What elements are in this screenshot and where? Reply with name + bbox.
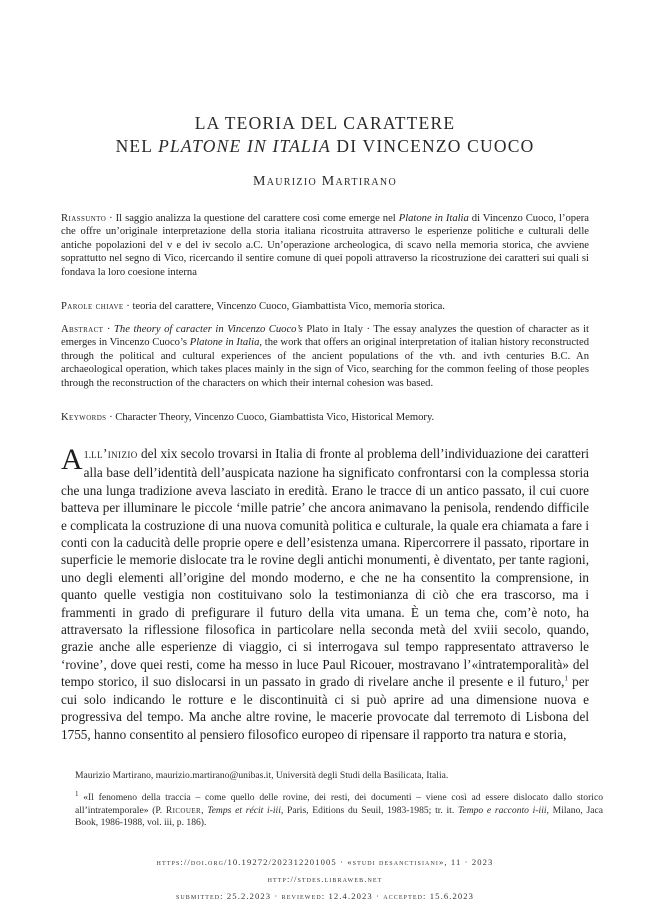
title-line-2-prefix: NEL: [115, 136, 159, 156]
footnote-1-text-c: , Paris, Editions du Seuil, 1983-1985; tr. it.: [280, 804, 458, 816]
parole-chiave-text: teoria del carattere, Vincenzo Cuoco, Giambattista Vico, memoria storica.: [132, 301, 445, 312]
abstract-title-italic: The theory of caracter in Vincenzo Cuoco’s: [114, 324, 303, 335]
footnote-1: [61, 789, 603, 830]
keywords-sep: ·: [106, 412, 116, 423]
riassunto-block: [61, 212, 589, 279]
abstract-block: [61, 323, 589, 390]
abstract-text-a: · The essay analyzes the question of character as it emerges in Vincenzo Cuoco’s: [61, 324, 589, 349]
parole-chiave-sep: ·: [123, 301, 133, 312]
parole-chiave-block: [61, 300, 589, 313]
footnote-1-title-1: Temps et récit i-iii: [207, 804, 281, 816]
body-text-a: del xix secolo trovarsi in Italia di fronte al problema dell’individuazione dei caratteri alla base dell’identità dell’auspicata nazione ha significato confrontarsi con la complessa storia che una lunga tradizione aveva lasciato in eredità. Erano le tracce di un antico passato, il cui cuore batteva per illuminare le piccole ‘mille patrie’ che ancora animavano la penisola, rendendo difficile e complicata la costruzione di una nuova comunità politica e culturale, la quale era chiamata a fare i conti con la caducità delle proprie opere e dell’esistenza umana. Ripercorrere il passato, riportare in superficie le memorie dislocate tra le rovine degli antichi monumenti, è diventato, per tante ragioni, uno degli elementi all’origine del mondo moderno, e che ne ha consentito la comprensione, in quanto quelle vestigia non costituivano solo la testimonianza di ciò che era trascorso, ma i frammenti in grado di prefigurare il futuro della vita umana. È un tema che, com’è noto, ha attraversato la riflessione filosofica in particolare nella seconda metà del xviii secolo, quando, grazie anche alle esperienze di viaggio, ci si interrogava sul tempo rappresentato attraverso le ‘rovine’, dove quei resti, come ha messo in luce Paul Ricouer, mostravano l’«intratemporalità» del tempo storico, il suo dislocarsi in un passato in grado di rivelare anche il presente e il futuro,: [61, 446, 589, 690]
abstract-sep: ·: [103, 324, 115, 335]
footer-dates-line: submitted: 25.2.2023 · reviewed: 12.4.2023 · accepted: 15.6.2023: [175, 891, 475, 901]
keywords-label: Keywords: [61, 412, 107, 423]
title-line-2: [0, 135, 650, 158]
opening-small-caps: ll’inizio: [91, 446, 138, 461]
footnote-1-author: Ricouer: [165, 804, 202, 816]
title-line-2-italic: PLATONE IN ITALIA: [158, 136, 331, 156]
author-affiliation: Maurizio Martirano, maurizio.martirano@unibas.it, Università degli Studi della Basilicata, Italia.: [75, 770, 449, 781]
footnote-1-text-d: , Milano, Jaca Book, 1986-1988, vol. iii, p. 186).: [75, 804, 603, 829]
section-number: 1.: [83, 450, 92, 461]
parole-chiave-label: Parole chiave: [61, 301, 124, 312]
abstract-title-plain: Plato in Italy: [302, 324, 363, 335]
author-name: Maurizio Martirano: [253, 174, 397, 189]
footnote-1-text-b: ,: [201, 804, 208, 816]
keywords-text: Character Theory, Vincenzo Cuoco, Giambattista Vico, Historical Memory.: [115, 412, 435, 423]
abstract-text-b: the work that offers an original interpretation of italian history reconstructed through the political and cultural experiences of the ancient populations of the vth. and ivth centuries B.C. An archaeological operation, which takes places mainly in the sign of Vico, searching for the common feeling of those peoples through the reconstruction of the characters on which their internal cohesion was based.: [61, 337, 589, 389]
footnote-1-number: 1: [75, 789, 79, 798]
footnote-ref-1[interactable]: 1: [564, 674, 568, 683]
article-title: [0, 112, 650, 158]
footnote-1-text-a: «Il fenomeno della traccia – come quello delle rovine, dei resti, dei documenti – viene così ad essere dislocato dallo storico all’intratemporale» (P.: [75, 792, 603, 816]
title-line-2-suffix: DI VINCENZO CUOCO: [330, 136, 535, 156]
abstract-italic: Platone in Italia,: [189, 337, 263, 349]
body-paragraph: [61, 445, 589, 743]
riassunto-italic: Platone in Italia: [398, 213, 469, 224]
body-text-b: per cui solo indicando le rotture e le discontinuità ci si può aprire ad una dimensione nuova e progressiva del tempo. Ma anche altre rovine, le macerie provocate dal terremoto di Lisbona del 1755, hanno consentito al pensiero filosofico europeo di ripensare il rapporto tra natura e storia,: [61, 674, 589, 742]
riassunto-label: Riassunto: [61, 213, 107, 224]
title-line-1: LA TEORIA DEL CARATTERE: [194, 113, 456, 133]
footer-url-line[interactable]: http://stdes.libraweb.net: [267, 874, 383, 884]
footnote-1-title-2: Tempo e racconto i-iii: [457, 804, 547, 816]
riassunto-sep: ·: [106, 213, 116, 224]
abstract-label: Abstract: [61, 324, 104, 335]
keywords-block: [61, 411, 589, 424]
footer-doi-line[interactable]: https://doi.org/10.19272/202312201005 · «studi desanctisiani», 11 · 2023: [156, 857, 494, 867]
drop-cap: A: [61, 443, 83, 476]
riassunto-text-a: Il saggio analizza la questione del carattere così come emerge nel: [115, 213, 399, 224]
riassunto-text-b: di Vincenzo Cuoco, l’opera che offre un’originale interpretazione della storia italiana ricostruita attraverso le esperienze politiche e culturali delle antiche popolazioni del v e del iv secolo a.C. Un’operazione archeologica, di scavo nella memoria storica, che avviene soprattutto nel segno di Vico, ricercando il sentire comune di quei popoli attraverso la ricostruzione dei caratteri sui quali si fondava la loro coesione interna: [61, 213, 590, 278]
